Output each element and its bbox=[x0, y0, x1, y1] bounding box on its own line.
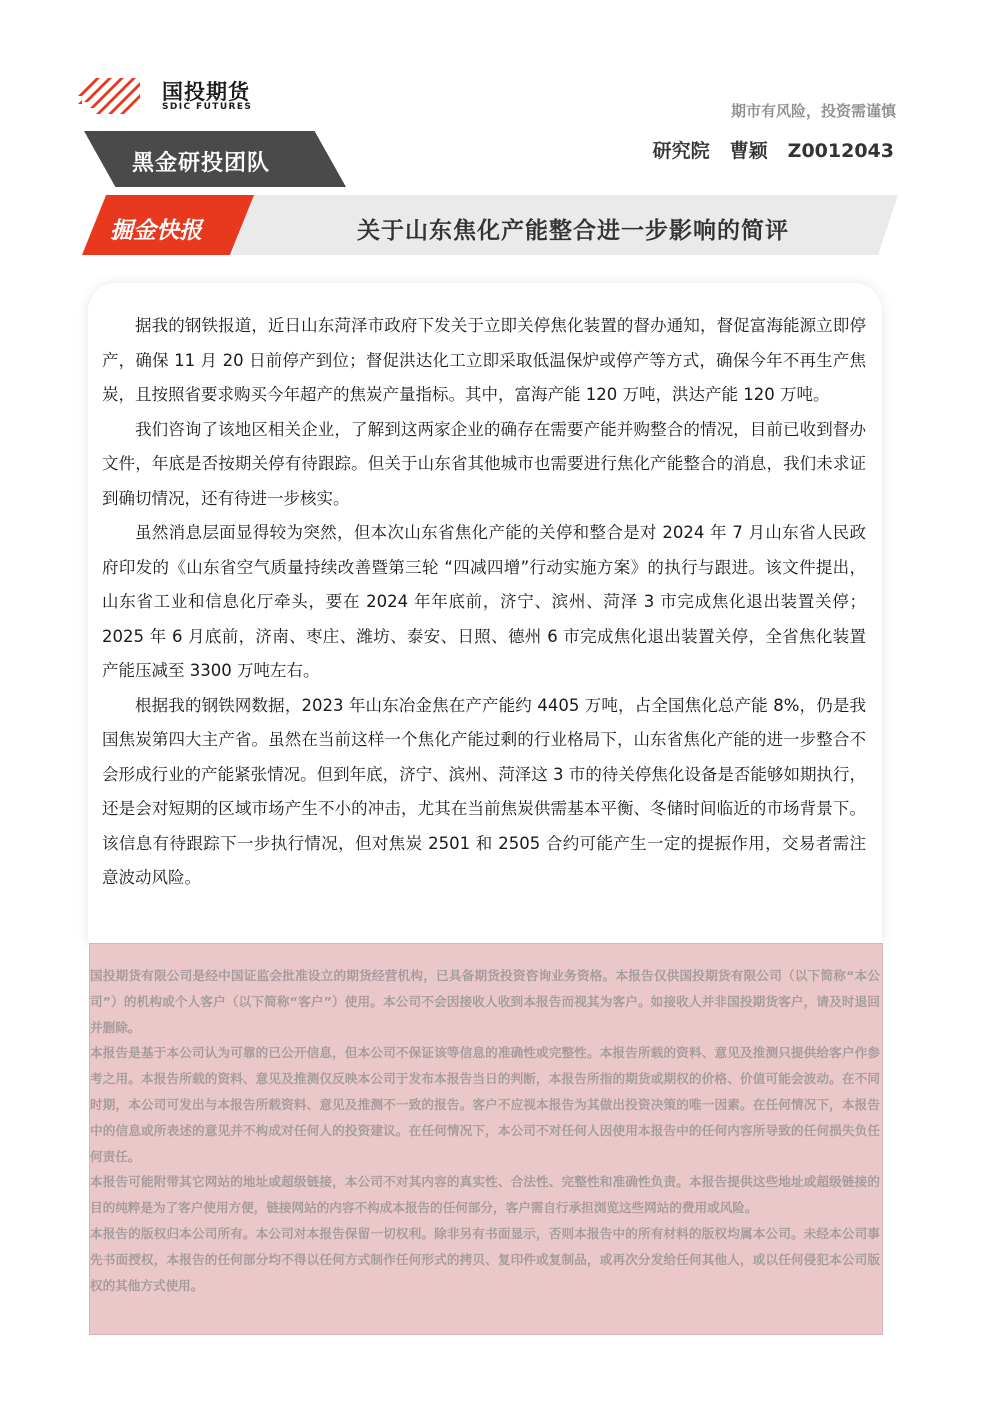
body-paragraph: 我们咨询了该地区相关企业，了解到这两家企业的确存在需要产能并购整合的情况，目前已收到督办文件，年底是否按期关停有待跟踪。但关于山东省其他城市也需要进行焦化产能整合的消息，我们未求证到确切情况，还有待进一步核实。 bbox=[102, 419, 866, 508]
author-line bbox=[653, 136, 894, 163]
company-name-en: SDIC FUTURES bbox=[162, 102, 253, 112]
disclaimer-paragraph: 本报告的版权归本公司所有。本公司对本报告保留一切权利。除非另有书面显示，否则本报告中的所有材料的版权均属本公司。未经本公司事先书面授权，本报告的任何部分均不得以任何方式制作任何形式的拷贝、复印件或复制品，或再次分发给任何其他人，或以任何侵犯本公司版权的其他方式使用。 bbox=[90, 1225, 880, 1293]
article-body bbox=[102, 309, 866, 896]
body-paragraph: 根据我的钢铁网数据，2023 年山东冶金焦在产产能约 4405 万吨，占全国焦化总产能 8%，仍是我国焦炭第四大主产省。虽然在当前这样一个焦化产能过剩的行业格局下，山东省焦化产能的进一步整合不会形成行业的产能紧张情况。但到年底，济宁、滨州、菏泽这 3 市的待关停焦化设备是否能够如期执行，还是会对短期的区域市场产生不小的冲击，尤其在当前焦炭供需基本平衡、冬储时间临近的市场背景下。该信息有待跟踪下一步执行情况，但对焦炭 2501 和 2505 合约可能产生一定的提振作用，交易者需注意波动风险。 bbox=[102, 695, 866, 887]
page-title: 关于山东焦化产能整合进一步影响的简评 bbox=[357, 218, 789, 244]
author-name: 曹颖 bbox=[729, 140, 768, 162]
author-id: Z0012043 bbox=[787, 140, 894, 162]
risk-slogan: 期市有风险，投资需谨慎 bbox=[730, 102, 896, 120]
team-name: 黑金研投团队 bbox=[132, 151, 271, 176]
body-paragraph: 据我的钢铁报道，近日山东菏泽市政府下发关于立即关停焦化装置的督办通知，督促富海能源立即停产，确保 11 月 20 日前停产到位；督促洪达化工立即采取低温保炉或停产等方式，确保今年不再生产焦炭，且按照省要求购买今年超产的焦炭产量指标。其中，富海产能 120 万吨，洪达产能 120 万吨。 bbox=[102, 316, 866, 404]
disclaimer-paragraph: 本报告是基于本公司认为可靠的已公开信息，但本公司不保证该等信息的准确性或完整性。本报告所载的资料、意见及推测只提供给客户作参考之用。本报告所载的资料、意见及推测仅反映本公司于发布本报告当日的判断，本报告所指的期货或期权的价格、价值可能会波动。在不同时期，本公司可发出与本报告所载资料、意见及推测不一致的报告。客户不应视本报告为其做出投资决策的唯一因素。在任何情况下，本报告中的信息或所表述的意见并不构成对任何人的投资建议。在任何情况下，本公司不对任何人因使用本报告中的任何内容所导致的任何损失负任何责任。 bbox=[90, 1045, 880, 1164]
report-tag-label: 掘金快报 bbox=[110, 218, 202, 244]
disclaimer-paragraph: 国投期货有限公司是经中国证监会批准设立的期货经营机构，已具备期货投资咨询业务资格。本报告仅供国投期货有限公司（以下简称“本公司”）的机构或个人客户（以下简称“客户”）使用。本公司不会因接收人收到本报告而视其为客户。如接收人并非国投期货客户，请及时退回并删除。 bbox=[90, 968, 880, 1035]
body-paragraph: 虽然消息层面显得较为突然，但本次山东省焦化产能的关停和整合是对 2024 年 7 月山东省人民政府印发的《山东省空气质量持续改善暨第三轮 “四减四增”行动实施方案》的执行与跟进。该文件提出，山东省工业和信息化厅牵头，要在 2024 年年底前，济宁、滨州、菏泽 3 市完成焦化退出装置关停；2025 年 6 月底前，济南、枣庄、潍坊、泰安、日照、德州 6 市完成焦化退出装置关停，全省焦化装置产能压减至 3300 万吨左右。 bbox=[102, 523, 866, 680]
disclaimer-paragraph: 本报告可能附带其它网站的地址或超级链接，本公司不对其内容的真实性、合法性、完整性和准确性负责。本报告提供这些地址或超级链接的目的纯粹是为了客户使用方便，链接网站的内容不构成本报告的任何部分，客户需自行承担浏览这些网站的费用或风险。 bbox=[90, 1174, 880, 1216]
disclaimer-text bbox=[90, 963, 880, 1298]
author-dept: 研究院 bbox=[652, 140, 710, 162]
company-logo bbox=[78, 76, 278, 116]
logo-mark-icon bbox=[78, 76, 154, 114]
company-name-cn: 国投期货 bbox=[162, 80, 250, 104]
